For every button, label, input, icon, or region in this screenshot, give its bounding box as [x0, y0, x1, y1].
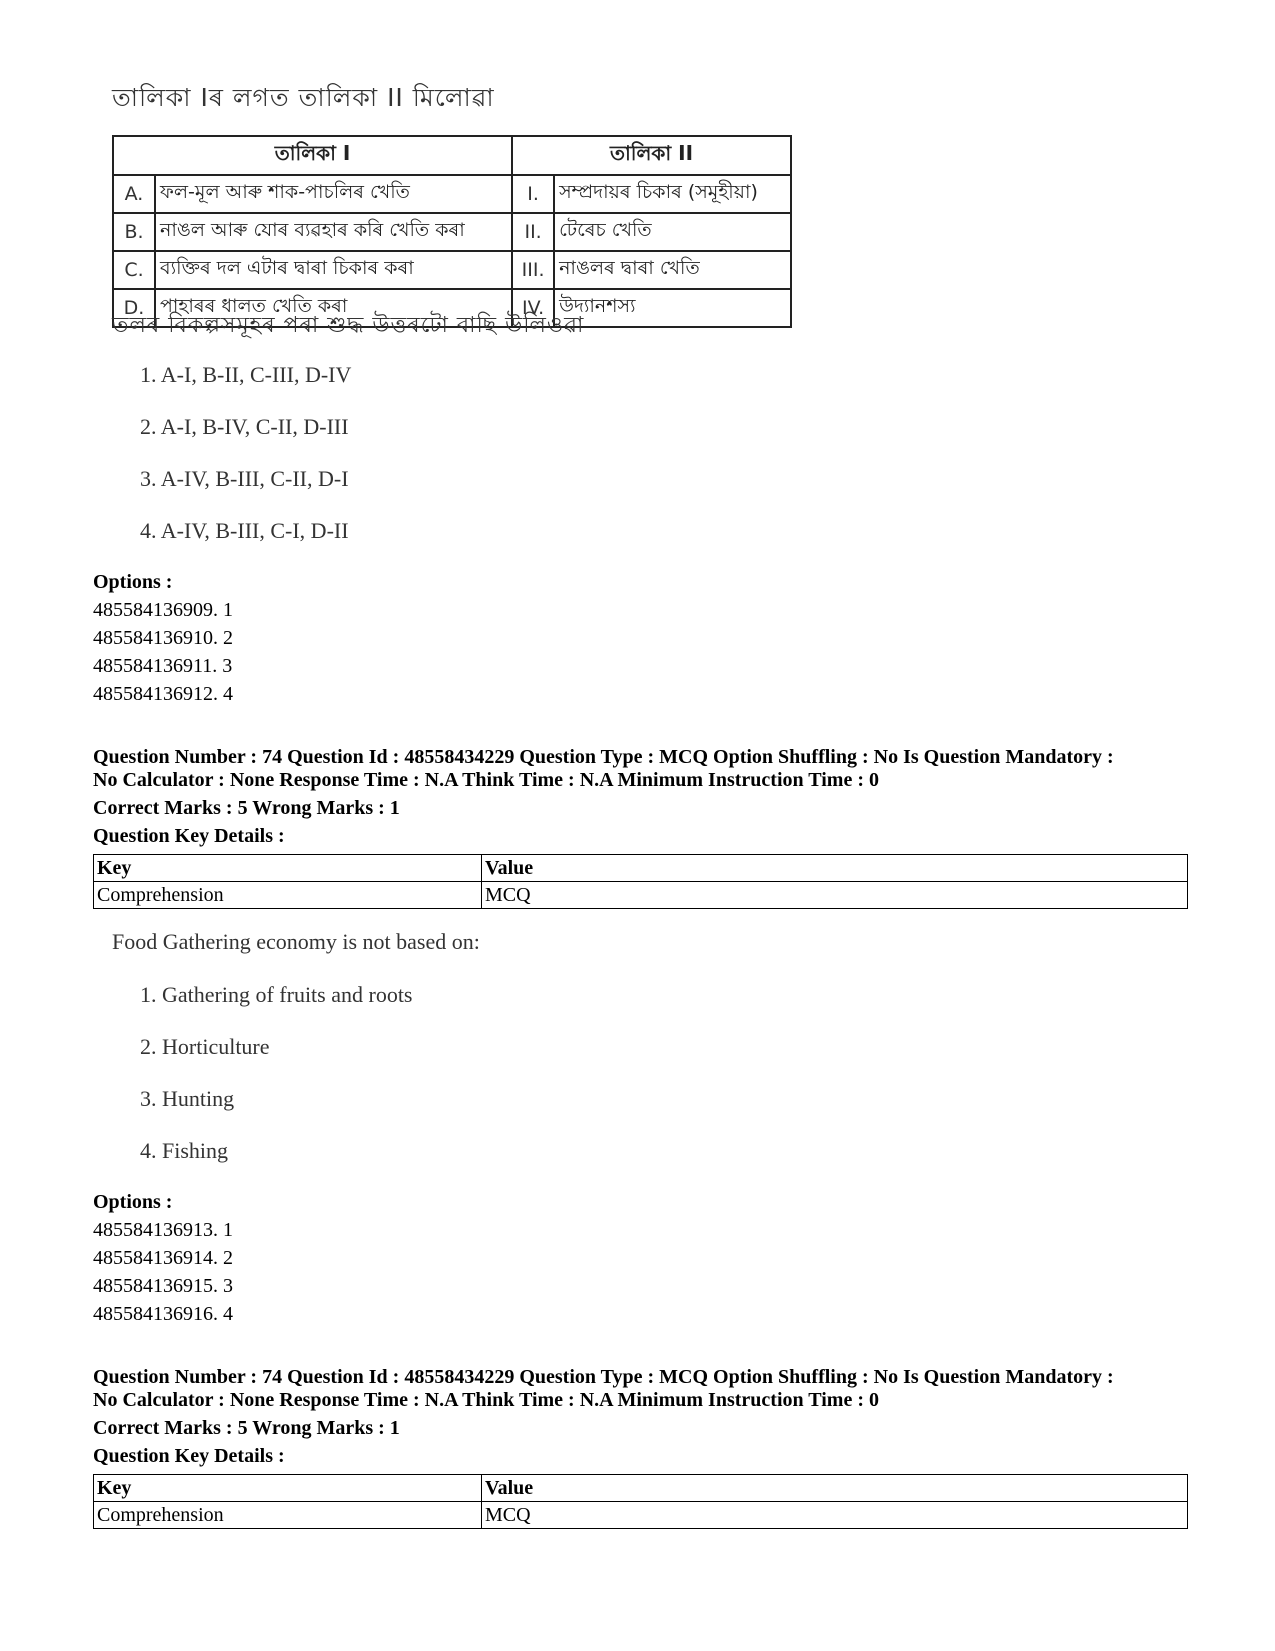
- option-2: 485584136910. 2: [93, 627, 233, 649]
- row-left-text: ফল-মূল আৰু শাক-পাচলিৰ খেতি: [155, 175, 512, 213]
- option-4: 485584136916. 4: [93, 1303, 233, 1325]
- match-table-row: [113, 175, 791, 213]
- option-2: 485584136914. 2: [93, 1247, 233, 1269]
- row-letter: C.: [113, 251, 155, 289]
- row-numeral: I.: [512, 175, 554, 213]
- key-details-table: [93, 1474, 1188, 1529]
- key-details-table: [93, 854, 1188, 909]
- marks-line: Correct Marks : 5 Wrong Marks : 1: [93, 797, 400, 819]
- row-letter: A.: [113, 175, 155, 213]
- choice-2: 2. Horticulture: [140, 1034, 270, 1059]
- table-row: [94, 1475, 1188, 1502]
- match-table-header-1: তালিকা I: [113, 136, 512, 175]
- choice-4: 4. Fishing: [140, 1138, 229, 1163]
- row-numeral: IV.: [512, 289, 554, 327]
- row-left-text: ব্যক্তিৰ দল এটাৰ দ্বাৰা চিকাৰ কৰা: [155, 251, 512, 289]
- option-3: 485584136915. 3: [93, 1275, 233, 1297]
- question-instruction: তলৰ বিকল্পসমূহৰ পৰা শুদ্ধ উত্তৰটো বাছি উলিওৱা: [112, 313, 585, 338]
- match-table-row: [113, 213, 791, 251]
- row-right-text: নাঙলৰ দ্বাৰা খেতি: [554, 251, 791, 289]
- row-letter: B.: [113, 213, 155, 251]
- options-label: Options :: [93, 571, 173, 593]
- choice-1: 1. Gathering of fruits and roots: [140, 982, 413, 1007]
- question-meta-line-1: Question Number : 74 Question Id : 48558434229 Question Type : MCQ Option Shuffling : No Is Question Mandatory :: [93, 1366, 1114, 1388]
- table-row: [94, 882, 1188, 909]
- question-text: Food Gathering economy is not based on:: [112, 929, 480, 954]
- option-1: 485584136913. 1: [93, 1219, 233, 1241]
- choice-3: 3. Hunting: [140, 1086, 235, 1111]
- row-letter: D.: [113, 289, 155, 327]
- key-header: Key: [94, 1475, 482, 1502]
- choice-3: 3. A-IV, B-III, C-II, D-I: [140, 466, 349, 491]
- question-meta-line-1: Question Number : 74 Question Id : 48558434229 Question Type : MCQ Option Shuffling : No Is Question Mandatory :: [93, 746, 1114, 768]
- key-cell: Comprehension: [94, 1502, 482, 1529]
- row-right-text: সম্প্ৰদায়ৰ চিকাৰ (সমূহীয়া): [554, 175, 791, 213]
- option-3: 485584136911. 3: [93, 655, 233, 677]
- question-meta-line-2: No Calculator : None Response Time : N.A Think Time : N.A Minimum Instruction Time : 0: [93, 769, 879, 791]
- key-details-label: Question Key Details :: [93, 1445, 285, 1467]
- table-row: [94, 855, 1188, 882]
- match-table-header-2: তালিকা II: [512, 136, 791, 175]
- value-cell: MCQ: [482, 882, 1188, 909]
- row-left-text: নাঙল আৰু যোৰ ব্যৱহাৰ কৰি খেতি কৰা: [155, 213, 512, 251]
- choice-2: 2. A-I, B-IV, C-II, D-III: [140, 414, 349, 439]
- row-numeral: II.: [512, 213, 554, 251]
- choice-4: 4. A-IV, B-III, C-I, D-II: [140, 518, 349, 543]
- match-table-row: [113, 251, 791, 289]
- key-details-label: Question Key Details :: [93, 825, 285, 847]
- options-label: Options :: [93, 1191, 173, 1213]
- value-header: Value: [482, 1475, 1188, 1502]
- value-header: Value: [482, 855, 1188, 882]
- row-numeral: III.: [512, 251, 554, 289]
- option-4: 485584136912. 4: [93, 683, 233, 705]
- question-meta-line-2: No Calculator : None Response Time : N.A Think Time : N.A Minimum Instruction Time : 0: [93, 1389, 879, 1411]
- key-cell: Comprehension: [94, 882, 482, 909]
- table-row: [94, 1502, 1188, 1529]
- option-1: 485584136909. 1: [93, 599, 233, 621]
- row-right-text: উদ্যানশস্য: [554, 289, 791, 327]
- key-header: Key: [94, 855, 482, 882]
- value-cell: MCQ: [482, 1502, 1188, 1529]
- question-title: তালিকা Iৰ লগত তালিকা II মিলোৱা: [112, 83, 495, 112]
- row-right-text: টেৰেচ খেতি: [554, 213, 791, 251]
- marks-line: Correct Marks : 5 Wrong Marks : 1: [93, 1417, 400, 1439]
- row-left-text: পাহাৰৰ ধালত খেতি কৰা: [155, 289, 512, 327]
- match-table: [112, 135, 792, 328]
- choice-1: 1. A-I, B-II, C-III, D-IV: [140, 362, 352, 387]
